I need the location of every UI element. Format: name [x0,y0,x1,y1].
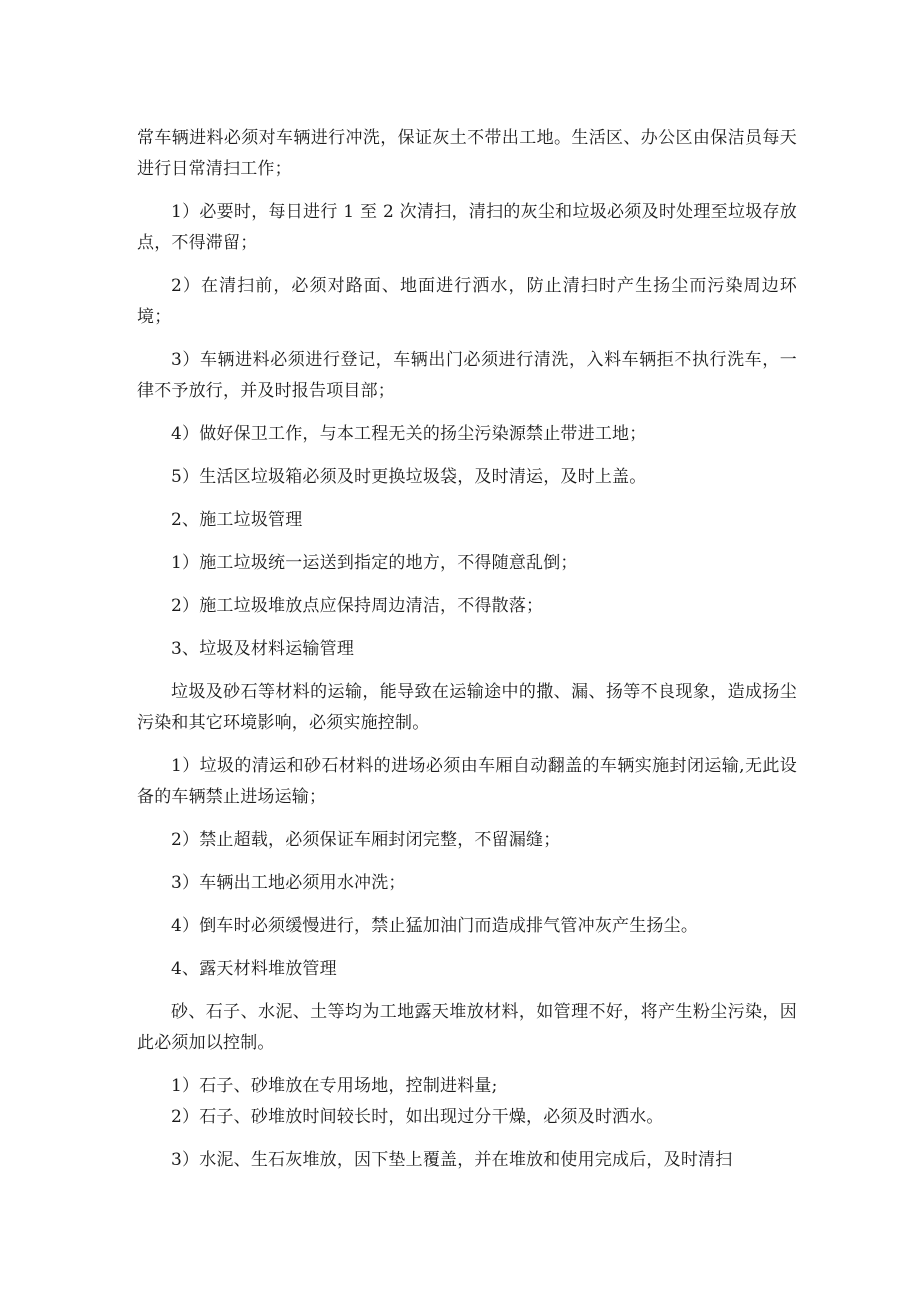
list-item: 1）石子、砂堆放在专用场地，控制进料量; [171,1076,498,1096]
section-heading: 4、露天材料堆放管理 [171,959,337,979]
list-item: 1）施工垃圾统一运送到指定的地方，不得随意乱倒； [171,553,578,573]
paragraph: 垃圾及砂石等材料的运输，能导致在运输途中的撒、漏、扬等不良现象，造成扬尘污染和其它环境影响，必须实施控制。 [137,682,797,733]
list-item: 1）垃圾的清运和砂石材料的进场必须由车厢自动翻盖的车辆实施封闭运输,无此设备的车辆禁止进场运输； [137,756,797,807]
list-item: 1）必要时，每日进行 1 至 2 次清扫，清扫的灰尘和垃圾必须及时处理至垃圾存放点，不得滞留； [137,202,797,253]
list-item: 2）石子、砂堆放时间较长时，如出现过分干燥，必须及时洒水。 [171,1107,664,1127]
list-item: 3）水泥、生石灰堆放，因下垫上覆盖，并在堆放和使用完成后，及时清扫 [171,1150,733,1170]
paragraph-continuation: 常车辆进料必须对车辆进行冲洗，保证灰土不带出工地。生活区、办公区由保洁员每天进行日常清扫工作； [137,128,797,179]
section-heading: 3、垃圾及材料运输管理 [171,639,355,659]
document-page [137,123,797,1188]
list-item: 5）生活区垃圾箱必须及时更换垃圾袋，及时清运，及时上盖。 [171,467,647,487]
paragraph: 砂、石子、水泥、土等均为工地露天堆放材料，如管理不好，将产生粉尘污染，因此必须加以控制。 [137,1002,797,1053]
list-item: 2）在清扫前，必须对路面、地面进行洒水，防止清扫时产生扬尘而污染周边环境； [137,276,797,327]
list-item: 2）施工垃圾堆放点应保持周边清洁，不得散落； [171,596,544,616]
list-item: 2）禁止超载，必须保证车厢封闭完整，不留漏缝； [171,830,561,850]
list-item: 4）倒车时必须缓慢进行，禁止猛加油门而造成排气管冲灰产生扬尘。 [171,916,699,936]
list-item: 3）车辆出工地必须用水冲洗； [171,873,406,893]
list-item: 4）做好保卫工作，与本工程无关的扬尘污染源禁止带进工地； [171,424,647,444]
section-heading: 2、施工垃圾管理 [171,510,303,530]
list-item: 3）车辆进料必须进行登记，车辆出门必须进行清洗，入料车辆拒不执行洗车，一律不予放行，并及时报告项目部； [137,350,797,401]
